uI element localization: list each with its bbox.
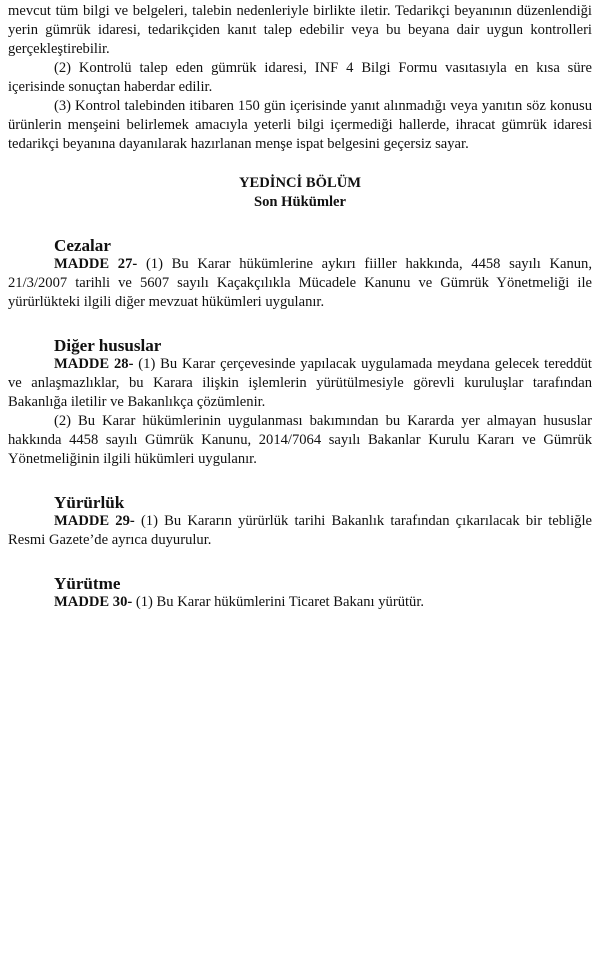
section-yurutme [8,574,592,612]
article-28-paragraph-2: (2) Bu Karar hükümlerinin uygulanması bakımından bu Kararda yer almayan hususlar hakkında 4458 sayılı Gümrük Kanunu, 2014/7064 sayılı Bakanlar Kurulu Kararı ve Gümrük Yönetmeliğinin ilgili hükümleri uygulanır. [8,413,592,467]
document-page [8,2,592,612]
article-29-text: (1) Bu Kararın yürürlük tarihi Bakanlık tarafından çıkarılacak bir tebliğle Resmi Gazete’de ayrıca duyurulur. [8,513,592,548]
section-heading-yururluk: Yürürlük [54,493,125,512]
section-heading-yurutme: Yürütme [54,574,121,593]
article-29-label: MADDE 29- [54,513,135,529]
article-28 [8,355,592,412]
paragraph-article-26-3: (3) Kontrol talebinden itibaren 150 gün içerisinde yanıt alınmadığı veya yanıtın söz konusu ürünlerin menşeini belirlemek amacıyla yeterli bilgi içermediği hallerde, ihracat gümrük idaresi tedarikçi beyanına dayanılarak hazırlanan menşe ispat belgesini geçersiz sayar. [8,98,592,152]
section-heading-cezalar: Cezalar [54,236,111,255]
article-27-text: (1) Bu Karar hükümlerine aykırı fiiller hakkında, 4458 sayılı Kanun, 21/3/2007 tarihli ve 5607 sayılı Kaçakçılıkla Mücadele Kanunu ve Gümrük Yönetmeliği ile yürürlükteki ilgili diğer mevzuat hükümleri uygulanır. [8,256,592,310]
chapter-title: YEDİNCİ BÖLÜM [238,175,362,191]
section-heading-diger-hususlar: Diğer hususlar [54,336,162,355]
article-27-label: MADDE 27- [54,256,138,272]
paragraph-continuation: mevcut tüm bilgi ve belgeleri, talebin nedenleriyle birlikte iletir. Tedarikçi beyanının düzenlendiği yerin gümrük idaresi, tedarikçiden kanıt talep edebilir veya bu beyana dair uygun kontrolleri gerçekleştirebilir. [8,3,592,57]
article-29 [8,512,592,550]
paragraph-article-26-2: (2) Kontrolü talep eden gümrük idaresi, INF 4 Bilgi Formu vasıtasıyla en kısa süre içerisinde sonuçtan haberdar edilir. [8,60,592,95]
chapter-heading [8,174,592,212]
article-30-text: (1) Bu Karar hükümlerini Ticaret Bakanı yürütür. [132,594,425,610]
chapter-subtitle: Son Hükümler [253,194,347,210]
article-30 [8,593,592,612]
article-28-label: MADDE 28- [54,356,134,372]
article-30-label: MADDE 30- [54,594,133,610]
article-28-text: (1) Bu Karar çerçevesinde yapılacak uygulamada meydana gelecek tereddüt ve anlaşmazlıklar, bu Karara ilişkin işlemlerin yürütülmesiyle görevli kuruluşlar tarafından Bakanlığa iletilir ve Bakanlıkça çözümlenir. [8,356,592,410]
section-diger-hususlar [8,336,592,469]
article-27 [8,255,592,312]
section-cezalar [8,236,592,312]
section-yururluk [8,493,592,550]
